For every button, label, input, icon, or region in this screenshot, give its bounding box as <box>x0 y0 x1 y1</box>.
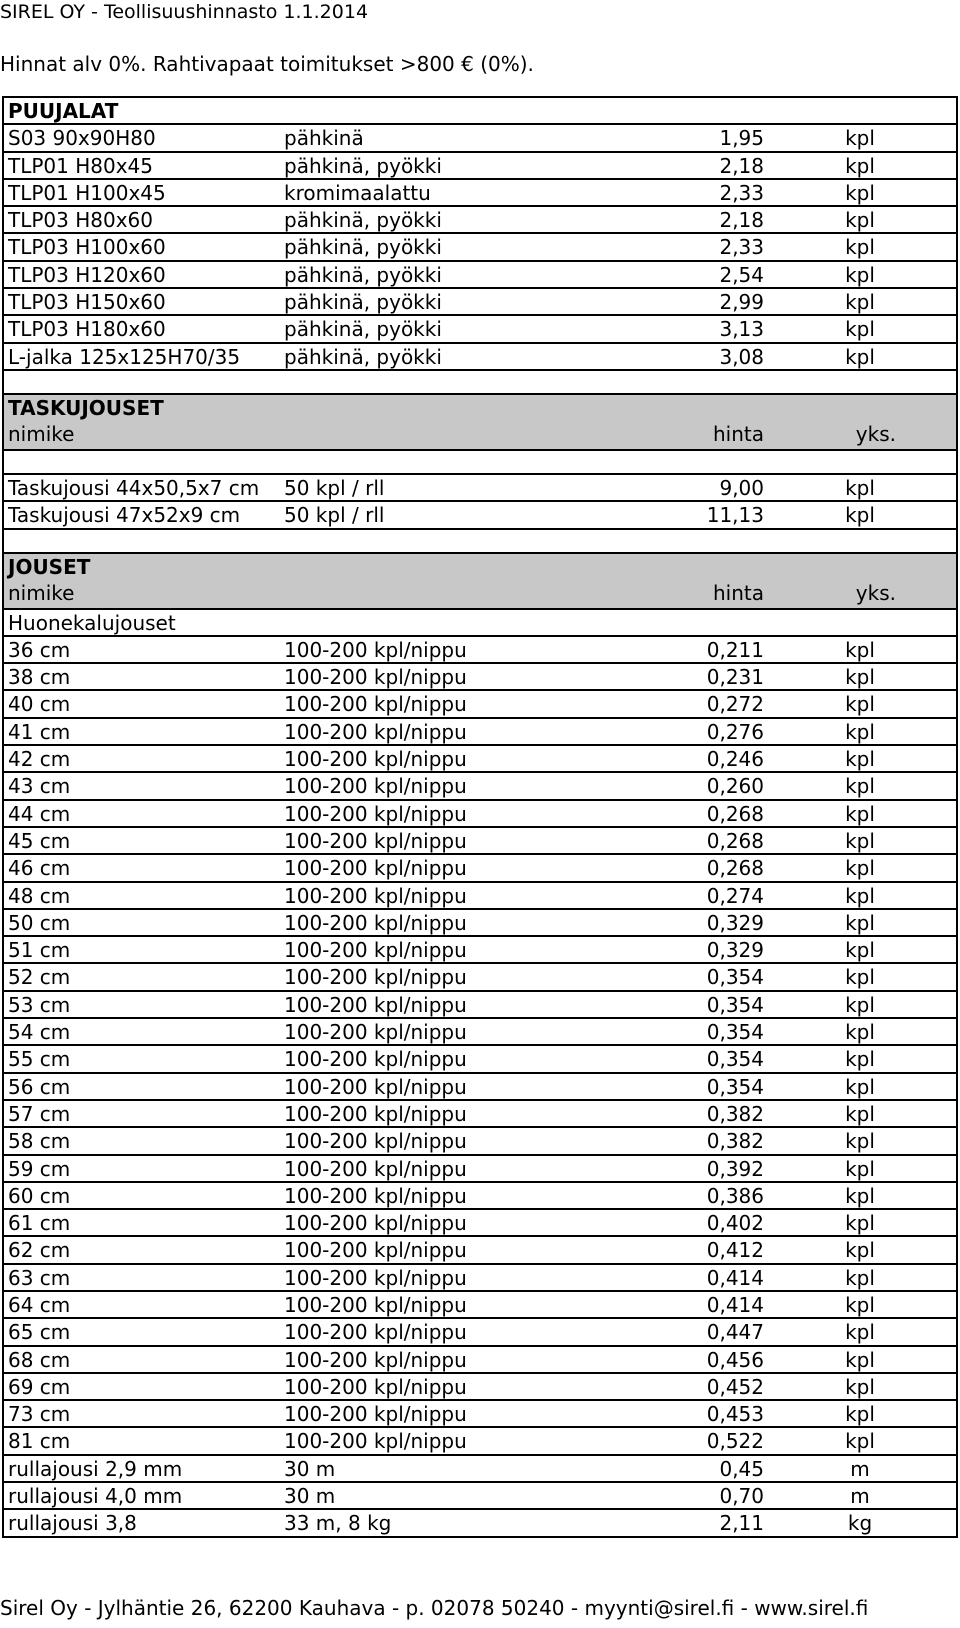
product-spec: 100-200 kpl/nippu <box>284 1402 467 1427</box>
table-row <box>4 962 956 989</box>
table-row <box>4 826 956 853</box>
product-spec: 100-200 kpl/nippu <box>284 1047 467 1072</box>
product-unit: kpl <box>845 235 875 260</box>
product-price: 0,354 <box>706 992 764 1017</box>
product-name: 42 cm <box>8 747 71 772</box>
product-name: 81 cm <box>8 1429 71 1454</box>
product-name: rullajousi 2,9 mm <box>8 1456 183 1481</box>
product-name: 52 cm <box>8 965 71 990</box>
table-row <box>4 1508 956 1535</box>
table-row <box>4 500 956 527</box>
product-unit: kpl <box>845 503 875 528</box>
price-note: Hinnat alv 0%. Rahtivapaat toimitukset >800 € (0%). <box>0 52 534 76</box>
product-price: 0,260 <box>706 774 764 799</box>
table-row <box>4 881 956 908</box>
product-spec: 100-200 kpl/nippu <box>284 938 467 963</box>
product-spec: pähkinä, pyökki <box>284 317 442 342</box>
product-spec: 100-200 kpl/nippu <box>284 774 467 799</box>
product-unit: kpl <box>845 208 875 233</box>
product-name: TLP03 H100x60 <box>8 235 166 260</box>
product-spec: 100-200 kpl/nippu <box>284 637 467 662</box>
product-spec: 100-200 kpl/nippu <box>284 1429 467 1454</box>
product-unit: kpl <box>845 317 875 342</box>
product-name: 65 cm <box>8 1320 71 1345</box>
product-name: 61 cm <box>8 1211 71 1236</box>
table-row <box>4 689 956 716</box>
table-row <box>4 342 956 369</box>
section-header <box>4 96 956 123</box>
product-name: 44 cm <box>8 801 71 826</box>
table-row <box>4 662 956 689</box>
product-price: 0,329 <box>706 910 764 935</box>
product-price: 2,11 <box>719 1511 764 1536</box>
product-spec: 100-200 kpl/nippu <box>284 1183 467 1208</box>
product-unit: kpl <box>845 965 875 990</box>
table-row <box>4 1399 956 1426</box>
column-header-unit: yks. <box>855 580 896 605</box>
product-spec: 100-200 kpl/nippu <box>284 1238 467 1263</box>
product-unit: kpl <box>845 1320 875 1345</box>
product-price: 0,412 <box>706 1238 764 1263</box>
product-name: 36 cm <box>8 637 71 662</box>
product-name: rullajousi 3,8 <box>8 1511 137 1536</box>
subheading-row <box>4 608 956 635</box>
product-name: 48 cm <box>8 883 71 908</box>
product-spec: 100-200 kpl/nippu <box>284 910 467 935</box>
product-unit: kpl <box>845 1156 875 1181</box>
product-unit: kpl <box>845 1292 875 1317</box>
product-spec: pähkinä, pyökki <box>284 344 442 369</box>
product-price: 0,268 <box>706 856 764 881</box>
table-row <box>4 1426 956 1453</box>
product-unit: kpl <box>845 153 875 178</box>
column-header-unit: yks. <box>855 421 896 446</box>
product-spec: 100-200 kpl/nippu <box>284 1211 467 1236</box>
product-name: 62 cm <box>8 1238 71 1263</box>
column-header-price: hinta <box>712 421 764 446</box>
product-price: 3,08 <box>719 344 764 369</box>
table-row <box>4 1263 956 1290</box>
product-spec: 100-200 kpl/nippu <box>284 1020 467 1045</box>
product-name: 54 cm <box>8 1020 71 1045</box>
product-name: 43 cm <box>8 774 71 799</box>
table-row <box>4 260 956 287</box>
product-spec: pähkinä <box>284 126 364 151</box>
page-title: SIREL OY - Teollisuushinnasto 1.1.2014 <box>0 1 369 23</box>
product-spec: pähkinä, pyökki <box>284 262 442 287</box>
product-price: 0,272 <box>706 692 764 717</box>
product-price: 0,402 <box>706 1211 764 1236</box>
product-name: 41 cm <box>8 719 71 744</box>
column-header-price: hinta <box>712 580 764 605</box>
table-row <box>4 123 956 150</box>
product-price: 2,18 <box>719 208 764 233</box>
table-row <box>4 1126 956 1153</box>
product-unit: kpl <box>845 1047 875 1072</box>
product-price: 0,268 <box>706 828 764 853</box>
product-price: 11,13 <box>706 503 764 528</box>
product-unit: kpl <box>845 1183 875 1208</box>
product-unit: kpl <box>845 774 875 799</box>
table-row <box>4 635 956 662</box>
product-spec: 100-200 kpl/nippu <box>284 1101 467 1126</box>
product-unit: kpl <box>845 1238 875 1263</box>
product-unit: kpl <box>845 692 875 717</box>
product-price: 0,276 <box>706 719 764 744</box>
table-row <box>4 1454 956 1481</box>
product-spec: 100-200 kpl/nippu <box>284 665 467 690</box>
product-price: 1,95 <box>719 126 764 151</box>
product-name: 68 cm <box>8 1347 71 1372</box>
product-price: 2,33 <box>719 180 764 205</box>
table-row <box>4 1372 956 1399</box>
table-row <box>4 1044 956 1071</box>
product-spec: 33 m, 8 kg <box>284 1511 392 1536</box>
product-name: TLP01 H100x45 <box>8 180 166 205</box>
table-row <box>4 1099 956 1126</box>
product-unit: kpl <box>845 1374 875 1399</box>
product-spec: 100-200 kpl/nippu <box>284 719 467 744</box>
product-unit: kpl <box>845 290 875 315</box>
table-row <box>4 853 956 880</box>
column-header-name: nimike <box>8 421 75 446</box>
product-price: 0,70 <box>719 1484 764 1509</box>
product-spec: kromimaalattu <box>284 180 431 205</box>
table-row <box>4 205 956 232</box>
product-price: 0,354 <box>706 1074 764 1099</box>
product-price: 0,274 <box>706 883 764 908</box>
table-row <box>4 1290 956 1317</box>
table-row <box>4 1208 956 1235</box>
product-spec: 50 kpl / rll <box>284 503 385 528</box>
product-unit: kpl <box>845 1347 875 1372</box>
product-spec: 100-200 kpl/nippu <box>284 1320 467 1345</box>
product-name: 59 cm <box>8 1156 71 1181</box>
product-name: 50 cm <box>8 910 71 935</box>
product-spec: 100-200 kpl/nippu <box>284 1374 467 1399</box>
product-name: 51 cm <box>8 938 71 963</box>
product-price: 0,246 <box>706 747 764 772</box>
product-name: 73 cm <box>8 1402 71 1427</box>
product-price: 0,231 <box>706 665 764 690</box>
table-row <box>4 1317 956 1344</box>
product-name: 60 cm <box>8 1183 71 1208</box>
product-unit: kpl <box>845 637 875 662</box>
product-price: 0,354 <box>706 965 764 990</box>
product-price: 0,382 <box>706 1129 764 1154</box>
product-spec: 100-200 kpl/nippu <box>284 801 467 826</box>
product-price: 2,99 <box>719 290 764 315</box>
product-price: 0,386 <box>706 1183 764 1208</box>
product-unit: kpl <box>845 180 875 205</box>
table-row <box>4 1481 956 1508</box>
table-row <box>4 473 956 500</box>
table-row <box>4 1017 956 1044</box>
product-name: Taskujousi 47x52x9 cm <box>8 503 241 528</box>
table-row <box>4 1235 956 1262</box>
product-name: rullajousi 4,0 mm <box>8 1484 183 1509</box>
table-row <box>4 151 956 178</box>
section-title: JOUSET <box>8 554 91 579</box>
table-row <box>4 1072 956 1099</box>
price-table <box>2 96 958 1538</box>
table-row <box>4 799 956 826</box>
product-name: 63 cm <box>8 1265 71 1290</box>
product-spec: pähkinä, pyökki <box>284 235 442 260</box>
table-row <box>4 717 956 744</box>
product-name: 64 cm <box>8 1292 71 1317</box>
product-price: 0,452 <box>706 1374 764 1399</box>
product-unit: kpl <box>845 1020 875 1045</box>
product-unit: kpl <box>845 262 875 287</box>
product-name: 40 cm <box>8 692 71 717</box>
product-name: 58 cm <box>8 1129 71 1154</box>
product-unit: kpl <box>845 747 875 772</box>
product-unit: kpl <box>845 1429 875 1454</box>
product-spec: 100-200 kpl/nippu <box>284 1292 467 1317</box>
product-name: L-jalka 125x125H70/35 <box>8 344 241 369</box>
product-name: 56 cm <box>8 1074 71 1099</box>
product-spec: 100-200 kpl/nippu <box>284 1156 467 1181</box>
product-unit: kpl <box>845 1074 875 1099</box>
table-row <box>4 287 956 314</box>
product-unit: kpl <box>845 475 875 500</box>
product-unit: kpl <box>845 1402 875 1427</box>
product-name: 55 cm <box>8 1047 71 1072</box>
table-row <box>4 1181 956 1208</box>
product-price: 0,414 <box>706 1292 764 1317</box>
product-unit: kpl <box>845 1211 875 1236</box>
product-spec: pähkinä, pyökki <box>284 153 442 178</box>
product-price: 0,453 <box>706 1402 764 1427</box>
product-price: 0,45 <box>719 1456 764 1481</box>
product-price: 0,414 <box>706 1265 764 1290</box>
product-name: 45 cm <box>8 828 71 853</box>
section-spacer <box>4 528 956 552</box>
product-name: S03 90x90H80 <box>8 126 156 151</box>
product-unit: kpl <box>845 910 875 935</box>
product-price: 0,456 <box>706 1347 764 1372</box>
table-row <box>4 908 956 935</box>
product-name: 46 cm <box>8 856 71 881</box>
table-row <box>4 990 956 1017</box>
product-name: 53 cm <box>8 992 71 1017</box>
product-price: 0,268 <box>706 801 764 826</box>
product-spec: 100-200 kpl/nippu <box>284 1265 467 1290</box>
product-unit: kg <box>847 1511 873 1536</box>
product-spec: 100-200 kpl/nippu <box>284 992 467 1017</box>
product-price: 9,00 <box>719 475 764 500</box>
section-spacer <box>4 449 956 473</box>
table-row <box>4 178 956 205</box>
product-unit: kpl <box>845 883 875 908</box>
product-price: 0,447 <box>706 1320 764 1345</box>
section-spacer <box>4 369 956 393</box>
product-unit: kpl <box>845 828 875 853</box>
product-price: 0,354 <box>706 1047 764 1072</box>
product-unit: kpl <box>845 992 875 1017</box>
footer-contact: Sirel Oy - Jylhäntie 26, 62200 Kauhava - p. 02078 50240 - myynti@sirel.fi - www.sirel.fi <box>0 1596 869 1620</box>
product-price: 2,54 <box>719 262 764 287</box>
table-row <box>4 935 956 962</box>
table-row <box>4 1345 956 1372</box>
product-price: 2,18 <box>719 153 764 178</box>
product-spec: 100-200 kpl/nippu <box>284 883 467 908</box>
column-header-name: nimike <box>8 580 75 605</box>
section-header <box>4 393 956 449</box>
product-price: 0,382 <box>706 1101 764 1126</box>
product-name: 69 cm <box>8 1374 71 1399</box>
product-spec: 100-200 kpl/nippu <box>284 747 467 772</box>
product-spec: 100-200 kpl/nippu <box>284 965 467 990</box>
product-unit: kpl <box>845 1101 875 1126</box>
product-spec: 100-200 kpl/nippu <box>284 1074 467 1099</box>
product-name: TLP03 H180x60 <box>8 317 166 342</box>
table-row <box>4 744 956 771</box>
product-unit: kpl <box>845 344 875 369</box>
product-price: 3,13 <box>719 317 764 342</box>
product-name: 57 cm <box>8 1101 71 1126</box>
product-spec: 100-200 kpl/nippu <box>284 1347 467 1372</box>
section-title: PUUJALAT <box>8 99 119 123</box>
product-name: TLP03 H120x60 <box>8 262 166 287</box>
product-name: TLP03 H150x60 <box>8 290 166 315</box>
product-unit: kpl <box>845 801 875 826</box>
product-unit: kpl <box>845 856 875 881</box>
subheading: Huonekalujouset <box>8 610 176 635</box>
product-spec: 50 kpl / rll <box>284 475 385 500</box>
product-spec: 30 m <box>284 1456 336 1481</box>
product-price: 0,329 <box>706 938 764 963</box>
product-unit: kpl <box>845 719 875 744</box>
section-title: TASKUJOUSET <box>8 395 164 420</box>
product-price: 0,211 <box>706 637 764 662</box>
product-name: 38 cm <box>8 665 71 690</box>
product-spec: 100-200 kpl/nippu <box>284 1129 467 1154</box>
product-unit: kpl <box>845 1129 875 1154</box>
product-price: 0,522 <box>706 1429 764 1454</box>
product-spec: pähkinä, pyökki <box>284 208 442 233</box>
section-header <box>4 552 956 608</box>
table-row <box>4 1154 956 1181</box>
product-unit: kpl <box>845 938 875 963</box>
product-spec: pähkinä, pyökki <box>284 290 442 315</box>
product-unit: m <box>850 1484 870 1509</box>
product-spec: 100-200 kpl/nippu <box>284 828 467 853</box>
product-name: TLP03 H80x60 <box>8 208 153 233</box>
product-spec: 100-200 kpl/nippu <box>284 692 467 717</box>
product-spec: 30 m <box>284 1484 336 1509</box>
product-unit: m <box>850 1456 870 1481</box>
product-unit: kpl <box>845 1265 875 1290</box>
table-row <box>4 314 956 341</box>
product-unit: kpl <box>845 665 875 690</box>
product-spec: 100-200 kpl/nippu <box>284 856 467 881</box>
product-price: 0,354 <box>706 1020 764 1045</box>
product-price: 0,392 <box>706 1156 764 1181</box>
product-price: 2,33 <box>719 235 764 260</box>
product-unit: kpl <box>845 126 875 151</box>
product-name: Taskujousi 44x50,5x7 cm <box>8 475 260 500</box>
table-row <box>4 771 956 798</box>
table-row <box>4 232 956 259</box>
product-name: TLP01 H80x45 <box>8 153 153 178</box>
